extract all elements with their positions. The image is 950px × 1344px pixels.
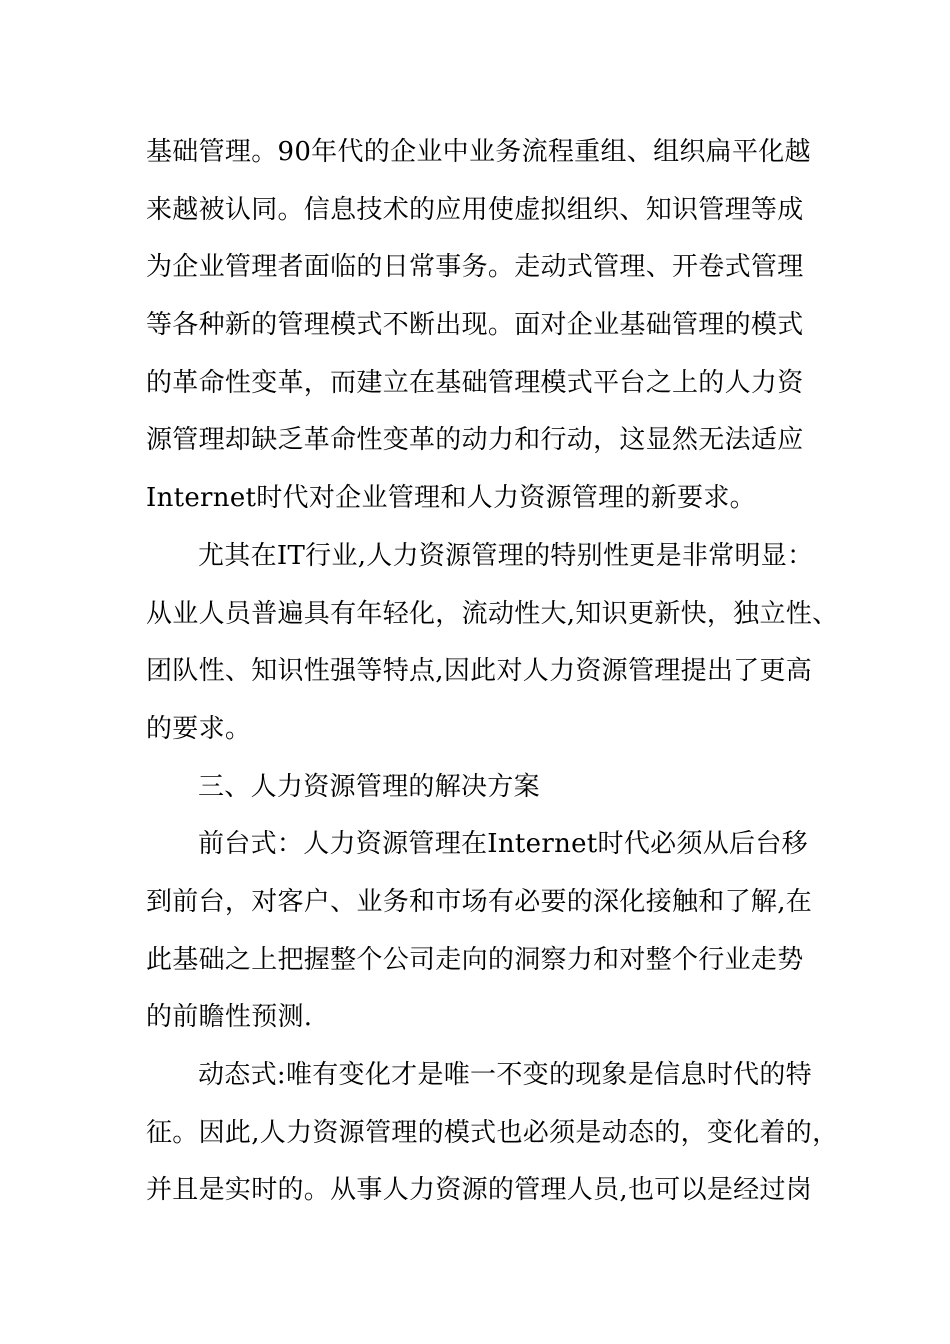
paragraph-start-line: 尤其在IT行业,人力资源管理的特别性更是非常明显： [198, 540, 814, 571]
text-line: 征。因此,人力资源管理的模式也必须是动态的，变化着的， [146, 1117, 839, 1148]
text-line: 此基础之上把握整个公司走向的洞察力和对整个行业走势 [146, 944, 804, 975]
text-line: 团队性、知识性强等特点,因此对人力资源管理提出了更高 [146, 656, 813, 687]
text-line: 基础管理。90年代的企业中业务流程重组、组织扁平化越 [146, 137, 811, 167]
text-line: 来越被认同。信息技术的应用使虚拟组织、知识管理等成 [146, 194, 804, 225]
text-line: 等各种新的管理模式不断出现。面对企业基础管理的模式 [146, 310, 804, 341]
text-line: Internet时代对企业管理和人力资源管理的新要求。 [146, 483, 756, 514]
text-line: 的要求。 [146, 713, 252, 744]
paragraph-start-line: 动态式:唯有变化才是唯一不变的现象是信息时代的特 [198, 1060, 812, 1090]
text-line: 并且是实时的。从事人力资源的管理人员,也可以是经过岗 [146, 1175, 813, 1206]
text-line: 的前瞻性预测. [146, 1002, 313, 1033]
text-line: 的革命性变革，而建立在基础管理模式平台之上的人力资 [146, 367, 804, 398]
document-body [146, 129, 839, 1225]
text-line: 源管理却缺乏革命性变革的动力和行动，这显然无法适应 [146, 425, 804, 456]
text-line: 到前台，对客户、业务和市场有必要的深化接触和了解,在 [146, 886, 813, 917]
paragraph-start-line: 前台式：人力资源管理在Internet时代必须从后台移 [198, 829, 808, 860]
section-heading: 三、人力资源管理的解决方案 [198, 771, 540, 802]
text-line: 从业人员普遍具有年轻化，流动性大,知识更新快，独立性、 [146, 598, 839, 629]
text-line: 为企业管理者面临的日常事务。走动式管理、开卷式管理 [146, 252, 804, 283]
